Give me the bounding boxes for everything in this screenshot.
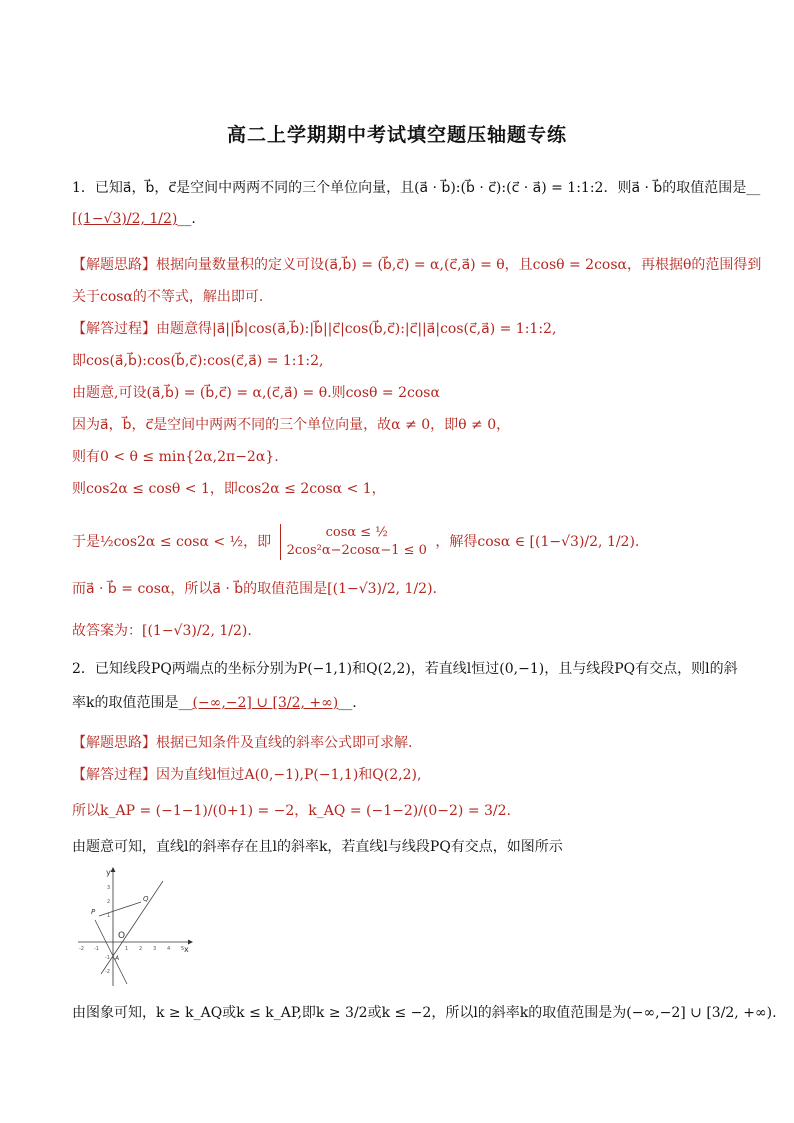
q1-p8: 而a⃗ · b⃗ = cosα，所以a⃗ · b⃗的取值范围是[(1−√3)/2, 1/2). [72,581,437,597]
q2-stem2-line [72,692,732,712]
q2-thinking-text: 根据已知条件及直线的斜率公式即可求解. [156,735,413,751]
x-axis-label: x [184,945,189,954]
q1-system-1: cosα ≤ ½ [325,525,388,540]
q2-p3: 由题意可知，直线l的斜率存在且l的斜率k，若直线l与线段PQ有交点，如图所示 [72,839,563,855]
origin-label: O [118,931,126,941]
q2-process-tag: 【解答过程】 [72,767,156,783]
q1-p7-a: 于是½cos2α ≤ cosα < ½，即 [72,534,272,550]
slope-graph [76,866,194,990]
q1-process-tag: 【解答过程】 [72,321,156,337]
q1-answer-line [72,211,732,227]
q2-thinking-tag: 【解题思路】 [72,735,156,751]
q2-stem2: 率k的取值范围是__ [72,695,193,711]
q1-system-2: 2cos²α−2cosα−1 ≤ 0 [286,543,427,558]
q1-p9: 故答案为：[(1−√3)/2, 1/2). [72,623,252,639]
q1-blank-end: __. [177,211,196,227]
q1-thinking-text: 根据向量数量积的定义可设(a⃗,b⃗) = (b⃗,c⃗) = α,(c⃗,a⃗) = θ，且cosθ = 2cosα，再根据θ的范围得到 [156,257,762,273]
q1-stem [72,177,761,197]
q2-stem: 2．已知线段PQ两端点的坐标分别为P(−1,1)和Q(2,2)，若直线l恒过(0,−1)，且与线段PQ有交点，则l的斜 [72,661,738,677]
page-title: 高二上学期期中考试填空题压轴题专练 [226,124,567,146]
y-tick: 1 [107,913,111,919]
x-tick: 1 [125,946,129,952]
q1-p7 [72,524,732,560]
y-tick: -2 [105,969,110,975]
line-aq [101,881,163,974]
point-q-label: Q [143,895,149,903]
y-axis-label: y [106,868,111,877]
q1-system [280,524,427,560]
point-p-label: P [91,908,96,916]
y-tick: 2 [107,899,111,905]
q2-process-1 [72,764,732,784]
q1-p6: 则cos2α ≤ cosθ < 1，即cos2α ≤ 2cosα < 1， [72,481,386,497]
q1-p1: 由题意得|a⃗||b⃗|cos(a⃗,b⃗):|b⃗||c⃗|cos(b⃗,c⃗):|c⃗||a⃗|cos(c⃗,a⃗) = 1:1:2, [156,321,557,337]
point-a-label: A [115,955,120,962]
q1-thinking-tag: 【解题思路】 [72,257,156,273]
segment-pq [99,902,141,916]
q1-p7-b: ，解得cosα ∈ [(1−√3)/2, 1/2). [435,534,640,550]
x-tick: -2 [79,946,84,952]
x-tick: 5 [181,946,185,952]
q2-answer: (−∞,−2] ∪ [3/2, +∞) [192,695,339,711]
q2-p4: 由图象可知，k ≥ k_AQ或k ≤ k_AP,即k ≥ 3/2或k ≤ −2，所以l的斜率k的取值范围是为(−∞,−2] ∪ [3/2, +∞). [72,1005,777,1021]
y-axis-arrow [111,867,116,872]
q1-p4: 因为a⃗，b⃗，c⃗是空间中两两不同的三个单位向量，故α ≠ 0，即θ ≠ 0， [72,417,511,433]
x-axis-arrow [188,940,193,945]
q2-p1: 因为直线l恒过A(0,−1),P(−1,1)和Q(2,2), [156,767,422,783]
q1-thinking2: 关于cosα的不等式，解出即可. [72,289,264,305]
x-tick: 2 [139,946,143,952]
x-tick: 4 [167,946,171,952]
q1-answer: [(1−√3)/2, 1/2) [72,211,178,227]
q1-p3: 由题意,可设(a⃗,b⃗) = (b⃗,c⃗) = α,(c⃗,a⃗) = θ.则cosθ = 2cosα [72,385,440,401]
q2-p2: 所以k_AP = (−1−1)/(0+1) = −2，k_AQ = (−1−2)/(0−2) = 3/2. [72,803,511,819]
q1-p5: 则有0 < θ ≤ min{2α,2π−2α}. [72,449,279,465]
x-tick: -1 [94,946,99,952]
q1-thinking [72,254,762,274]
y-tick: 3 [107,885,111,891]
q1-stem-text: 1．已知a⃗，b⃗，c⃗是空间中两两不同的三个单位向量，且(a⃗ · b⃗):(b⃗ · c⃗):(c⃗ · a⃗) = 1:1:2．则a⃗ · b⃗的取值范围是__ [72,180,761,196]
q1-p2: 即cos(a⃗,b⃗):cos(b⃗,c⃗):cos(c⃗,a⃗) = 1:1:2, [72,353,324,369]
q1-process-1 [72,318,732,338]
q2-blank-end: __. [338,695,357,711]
x-tick: 3 [153,946,157,952]
q2-thinking [72,732,732,752]
y-tick: -1 [105,955,110,961]
line-ap [95,920,127,984]
